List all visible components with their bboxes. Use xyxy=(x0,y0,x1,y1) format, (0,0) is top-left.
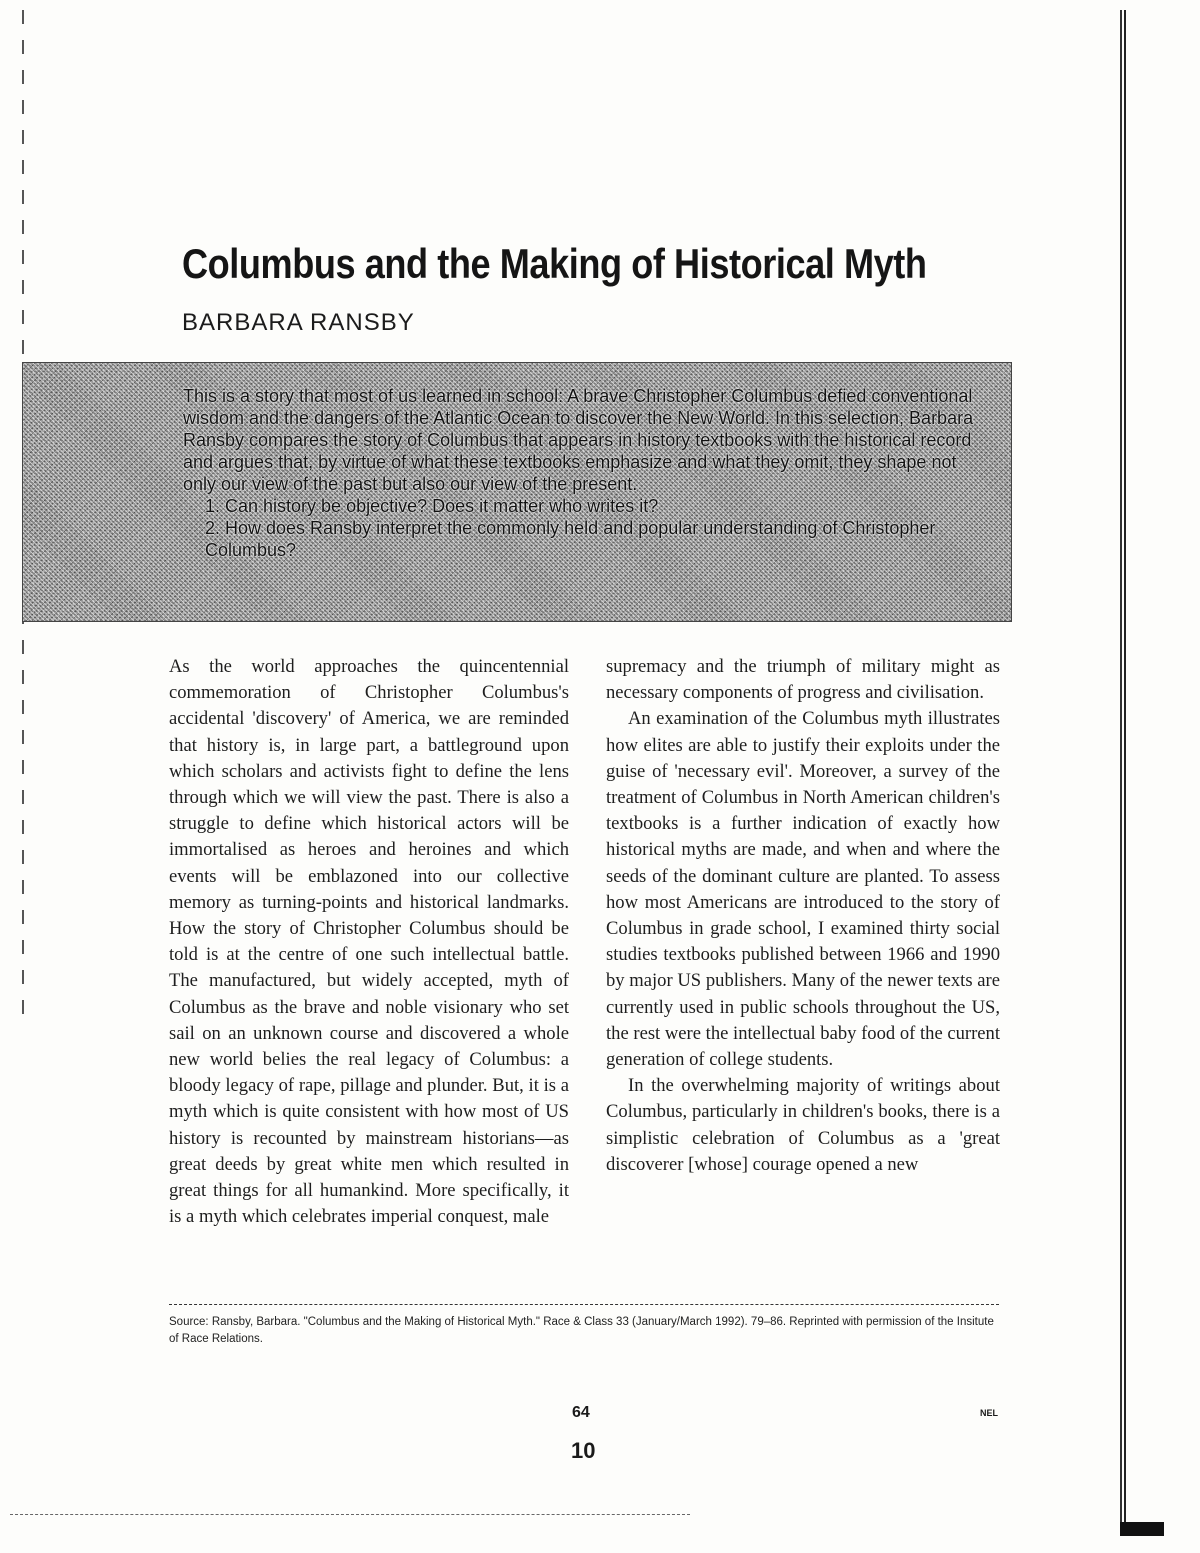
question-item: 2. How does Ransby interpret the commonly held and popular understanding of Christopher Columbus? xyxy=(205,518,936,560)
body-column-right xyxy=(606,654,1000,1178)
body-paragraph: supremacy and the triumph of military might as necessary components of progress and civilisation. xyxy=(606,656,1000,704)
body-paragraph: As the world approaches the quincentennial commemoration of Christopher Columbus's accidental 'discovery' of America, we are reminded that history is, in large part, a battleground upon which scholars and activists fight to define the lens through which we will view the past. There is also a struggle to define which historical actors will be immortalised as heroes and heroines and which events will be emblazoned into our collective memory as turning-points and historical landmarks. How the story of Christopher Columbus should be told is at the centre of one such intellectual battle. The manufactured, but widely accepted, myth of Columbus as the brave and noble visionary who set sail on an unknown course and discovered a whole new world belies the real legacy of Columbus: a bloody legacy of rape, pillage and plunder. But, it is a myth which is quite consistent with how most of US history is recounted by mainstream historians—as great deeds by great white men which resulted in great things for all humankind. More specifically, it is a myth which celebrates imperial conquest, male xyxy=(169,656,569,1228)
question-item: 1. Can history be objective? Does it matter who writes it? xyxy=(205,496,659,516)
article-author: BARBARA RANSBY xyxy=(182,309,415,336)
scan-noise-bottom xyxy=(10,1514,690,1515)
intro-text xyxy=(183,385,983,561)
body-column-left xyxy=(169,654,569,1230)
handwritten-page-number: 10 xyxy=(571,1438,596,1463)
discussion-questions xyxy=(183,495,983,561)
article-title: Columbus and the Making of Historical Myth xyxy=(182,240,927,287)
page-number: 64 xyxy=(572,1404,590,1421)
intro-paragraph: This is a story that most of us learned in school: A brave Christopher Columbus defied conventional wisdom and the dangers of the Atlantic Ocean to discover the New World. In this selection, Barbara Ransby compares the story of Columbus that appears in history textbooks with the historical record and argues that, by virtue of what these textbooks emphasize and what they omit, they shape not only our view of the past but also our view of the present. xyxy=(183,386,974,494)
publisher-mark: NEL xyxy=(980,1408,998,1418)
body-paragraph: An examination of the Columbus myth illustrates how elites are able to justify their exploits under the guise of 'necessary evil'. Moreover, a survey of the treatment of Columbus in North American children's textbooks is a further indication of exactly how historical myths are made, and when and where the seeds of the dominant culture are planted. To assess how most Americans are introduced to the story of Columbus in grade school, I examined thirty social studies textbooks published between 1966 and 1990 by major US publishers. Many of the newer texts are currently used in public schools throughout the US, the rest were the intellectual baby food of the current generation of college students. xyxy=(606,708,1000,1071)
binding-corner-shadow xyxy=(1120,1522,1164,1536)
source-citation: Source: Ransby, Barbara. "Columbus and the Making of Historical Myth." Race & Class 33 (January/March 1992). 79–86. Reprinted with permission of the Insitute of Race Relations. xyxy=(169,1316,994,1345)
binding-edge-shadow xyxy=(1120,10,1126,1530)
body-paragraph: In the overwhelming majority of writings about Columbus, particularly in children's books, there is a simplistic celebration of Columbus as a 'great discoverer [whose] courage opened a new xyxy=(606,1075,1000,1175)
footnote-divider xyxy=(169,1304,999,1305)
intro-box xyxy=(22,362,1012,622)
